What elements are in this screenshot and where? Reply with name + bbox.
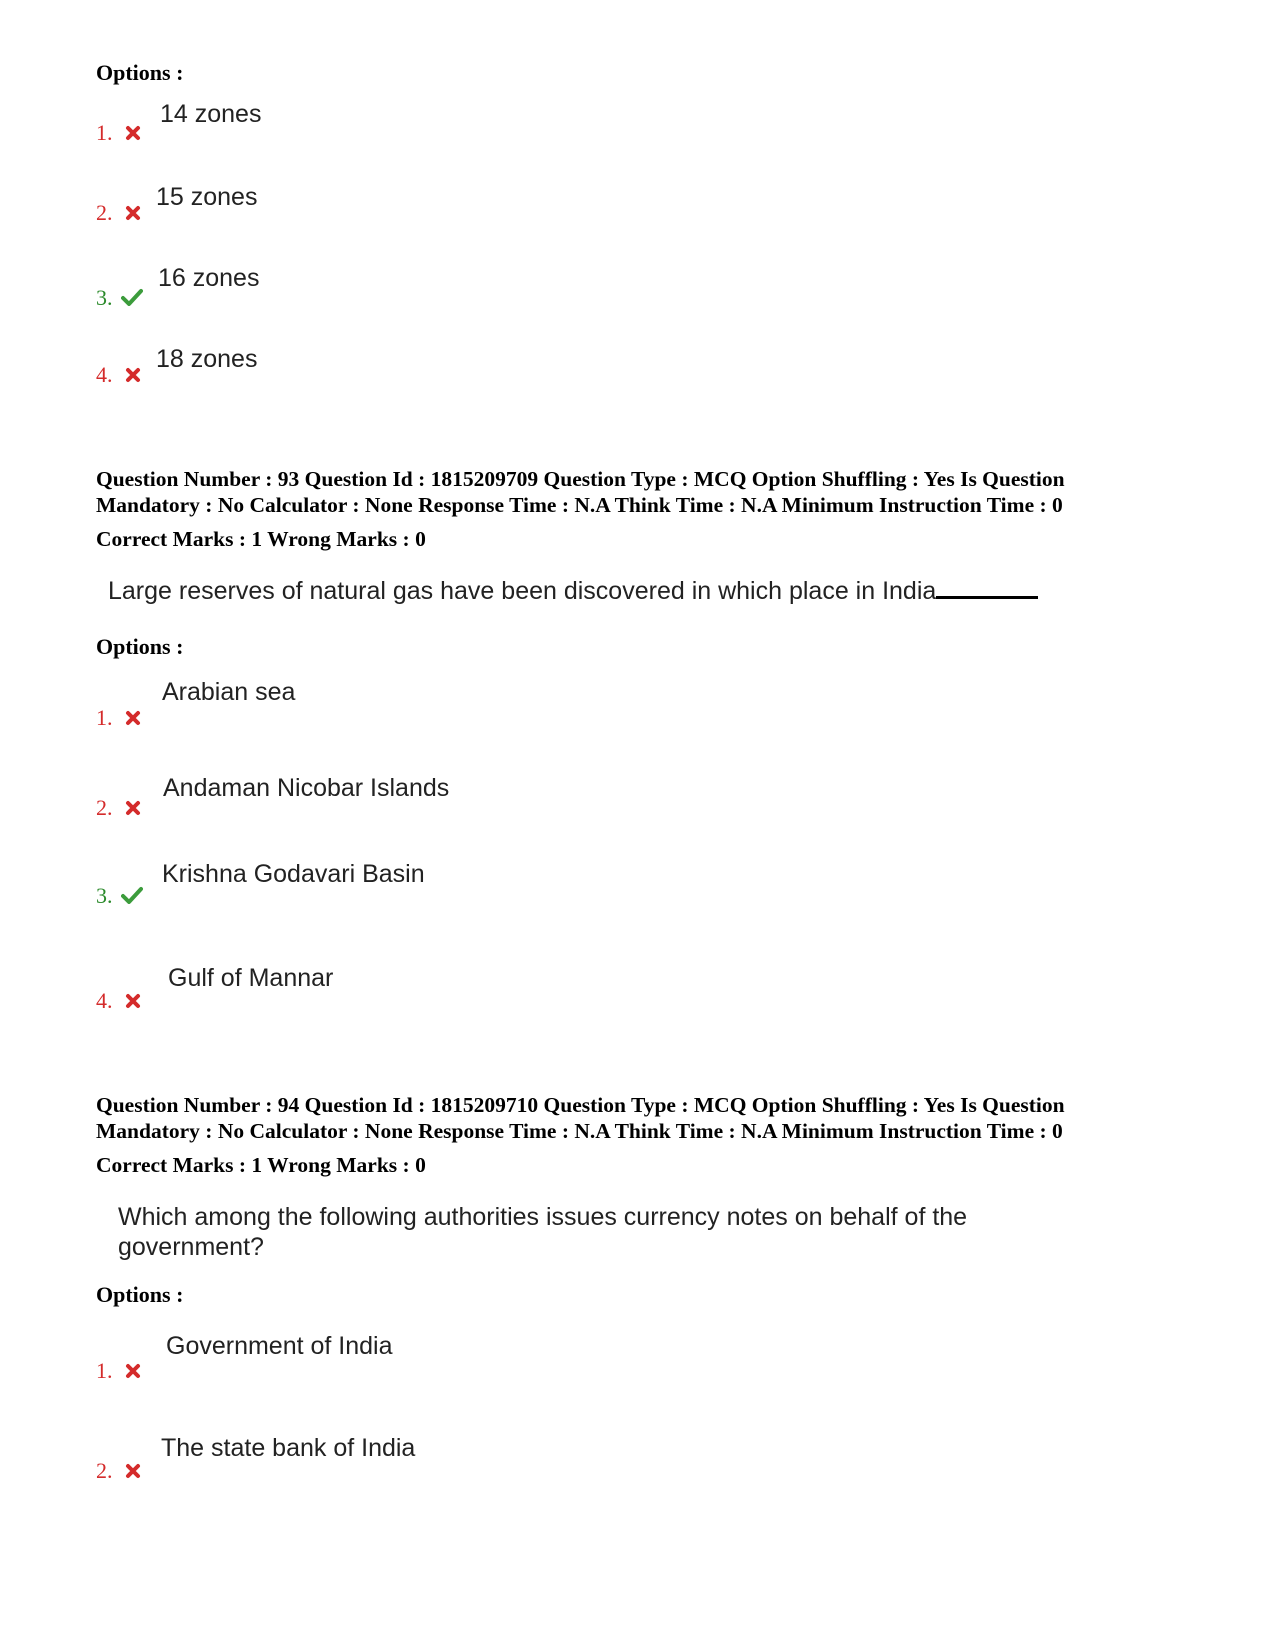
option-number: 2. <box>96 200 141 226</box>
option-text: 16 zones <box>158 264 260 292</box>
option-number: 2. <box>96 795 141 821</box>
options-label: Options : <box>96 634 184 659</box>
option-text: 14 zones <box>160 100 262 128</box>
option-number: 1. <box>96 1358 141 1384</box>
option-number: 1. <box>96 705 141 731</box>
question-94-marks: Correct Marks : 1 Wrong Marks : 0 <box>96 1153 426 1177</box>
option-number: 1. <box>96 120 141 146</box>
option-text: Gulf of Mannar <box>168 964 334 992</box>
question-93-marks: Correct Marks : 1 Wrong Marks : 0 <box>96 527 426 551</box>
cross-icon <box>125 993 141 1009</box>
question-94-text: Which among the following authorities issues currency notes on behalf of the government? <box>118 1203 968 1261</box>
answer-blank <box>936 576 1038 599</box>
option-number: 4. <box>96 988 141 1014</box>
option-number: 4. <box>96 362 141 388</box>
option-number: 2. <box>96 1458 141 1484</box>
option-text: The state bank of India <box>161 1434 416 1462</box>
option-number: 3. <box>96 883 143 909</box>
question-93-text: Large reserves of natural gas have been discovered in which place in India <box>108 576 1038 606</box>
checkmark-icon <box>121 886 143 904</box>
option-text: Arabian sea <box>162 678 296 706</box>
cross-icon <box>125 710 141 726</box>
options-label: Options : <box>96 60 184 85</box>
checkmark-icon <box>121 288 143 306</box>
options-label: Options : <box>96 1282 184 1307</box>
cross-icon <box>125 1363 141 1379</box>
cross-icon <box>125 1463 141 1479</box>
question-94-meta: Question Number : 94 Question Id : 1815209710 Question Type : MCQ Option Shuffling : Yes Is Question Mandatory : No Calculator : None Response Time : N.A Think Time : N.A Minimum Instruction Time : 0 <box>96 1093 1065 1143</box>
cross-icon <box>125 125 141 141</box>
cross-icon <box>125 205 141 221</box>
option-number: 3. <box>96 285 143 311</box>
option-text: 15 zones <box>156 183 258 211</box>
option-text: Andaman Nicobar Islands <box>163 774 450 802</box>
option-text: Krishna Godavari Basin <box>162 860 425 888</box>
cross-icon <box>125 800 141 816</box>
cross-icon <box>125 367 141 383</box>
question-93-meta: Question Number : 93 Question Id : 1815209709 Question Type : MCQ Option Shuffling : Yes Is Question Mandatory : No Calculator : None Response Time : N.A Think Time : N.A Minimum Instruction Time : 0 <box>96 467 1065 517</box>
option-text: Government of India <box>166 1332 393 1360</box>
option-text: 18 zones <box>156 345 258 373</box>
